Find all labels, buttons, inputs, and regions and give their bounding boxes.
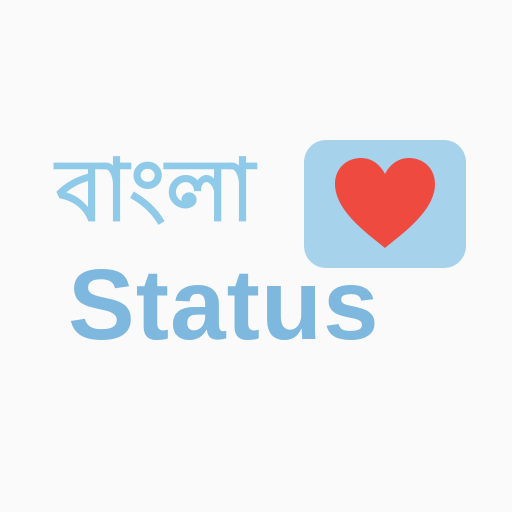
heart-icon xyxy=(331,156,439,252)
logo-status-text: Status xyxy=(68,249,380,361)
logo-bangla-text: বাংলা xyxy=(56,141,255,241)
